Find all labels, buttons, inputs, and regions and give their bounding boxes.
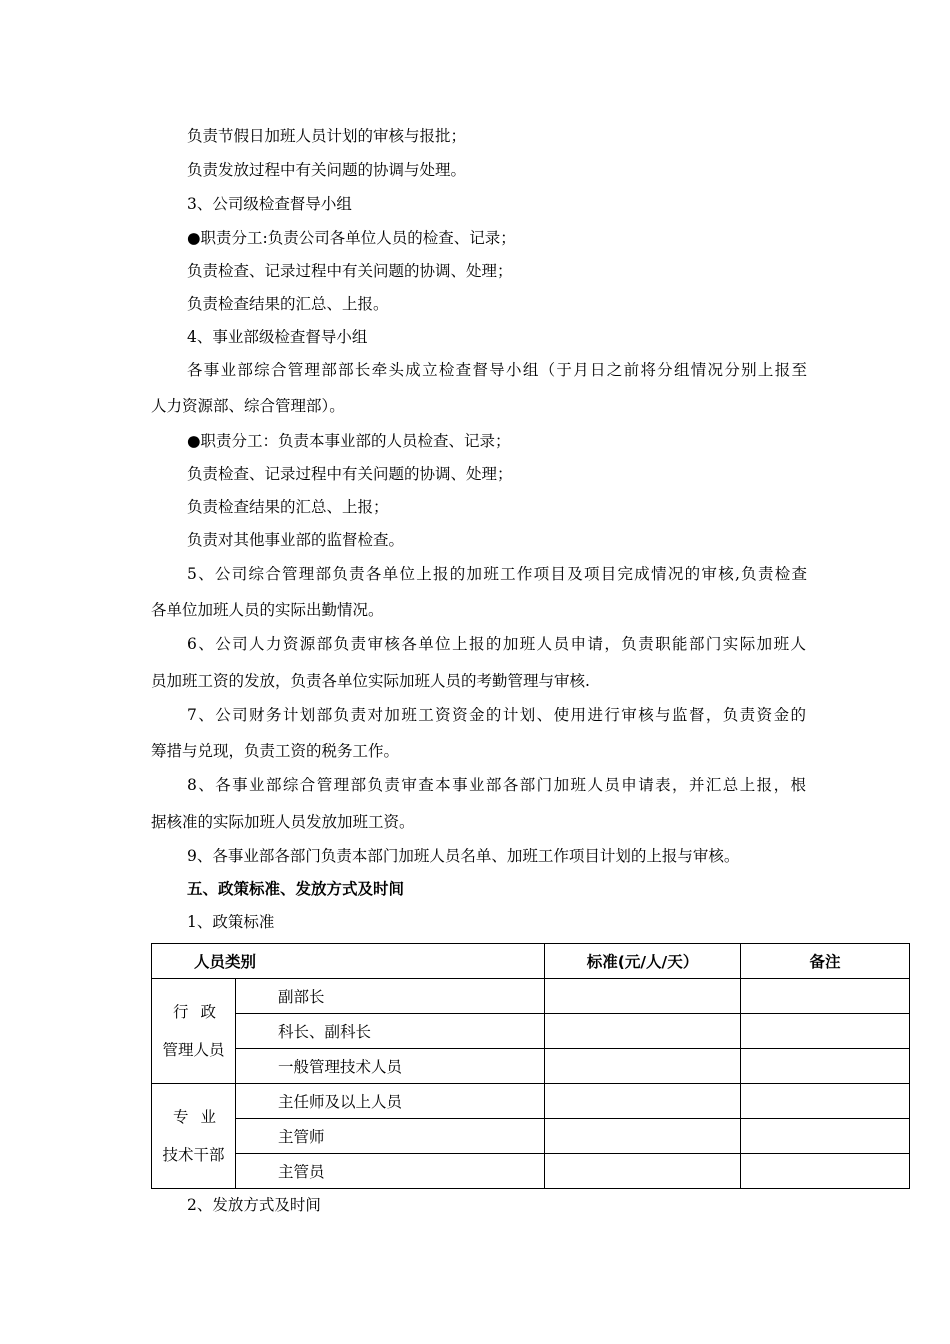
paragraph: 负责发放过程中有关问题的协调与处理。: [187, 161, 467, 179]
header-standard: 标准(元/人/天）: [545, 944, 741, 979]
table-row: [152, 1014, 910, 1049]
paragraph: 员加班工资的发放，负责各单位实际加班人员的考勤管理与审核.: [151, 672, 590, 690]
group-label-admin: 行政 管理人员: [152, 979, 236, 1084]
remarks-cell: [741, 1014, 910, 1049]
paragraph: 负责对其他事业部的监督检查。: [187, 531, 405, 549]
remarks-cell: [741, 1049, 910, 1084]
paragraph: 5、公司综合管理部负责各单位上报的加班工作项目及项目完成情况的审核,负责检查: [187, 565, 807, 583]
row-label: 一般管理技术人员: [236, 1049, 545, 1084]
remarks-cell: [741, 1084, 910, 1119]
subheading: 1、政策标准: [187, 913, 275, 931]
row-label: 主管员: [236, 1154, 545, 1189]
table-row: [152, 979, 910, 1014]
item-heading: 4、事业部级检查督导小组: [187, 328, 368, 346]
standard-cell: [545, 1119, 741, 1154]
paragraph: ●职责分工：负责本事业部的人员检查、记录；: [187, 432, 511, 450]
table-row: [152, 1154, 910, 1189]
row-label: 科长、副科长: [236, 1014, 545, 1049]
table-row: [152, 1119, 910, 1154]
paragraph: 筹措与兑现，负责工资的税务工作。: [151, 742, 400, 760]
paragraph: 负责检查结果的汇总、上报。: [187, 295, 389, 313]
paragraph: 各事业部综合管理部部长牵头成立检查督导小组（于月日之前将分组情况分别上报至: [187, 361, 807, 379]
remarks-cell: [741, 1154, 910, 1189]
paragraph: ●职责分工:负责公司各单位人员的检查、记录；: [187, 229, 516, 247]
row-label: 主任师及以上人员: [236, 1084, 545, 1119]
standard-cell: [545, 1154, 741, 1189]
table-row: [152, 1084, 910, 1119]
standard-cell: [545, 979, 741, 1014]
standard-cell: [545, 1084, 741, 1119]
standard-cell: [545, 1049, 741, 1084]
group-label-technical: 专业 技术干部: [152, 1084, 236, 1189]
paragraph: 据核准的实际加班人员发放加班工资。: [151, 813, 415, 831]
paragraph: 负责检查结果的汇总、上报；: [187, 498, 389, 516]
table-row: [152, 1049, 910, 1084]
paragraph: 6、公司人力资源部负责审核各单位上报的加班人员申请，负责职能部门实际加班人: [187, 635, 806, 653]
header-remarks: 备注: [741, 944, 910, 979]
paragraph: 负责检查、记录过程中有关问题的协调、处理；: [187, 262, 513, 280]
standard-cell: [545, 1014, 741, 1049]
table-header-row: [152, 944, 910, 979]
row-label: 副部长: [236, 979, 545, 1014]
row-label: 主管师: [236, 1119, 545, 1154]
policy-standard-table: [151, 943, 910, 1189]
paragraph: 8、各事业部综合管理部负责审查本事业部各部门加班人员申请表，并汇总上报，根: [187, 776, 806, 794]
paragraph: 人力资源部、综合管理部）。: [151, 397, 345, 415]
header-category: 人员类别: [152, 944, 545, 979]
paragraph: 负责检查、记录过程中有关问题的协调、处理；: [187, 465, 513, 483]
subheading: 2、发放方式及时间: [187, 1196, 321, 1214]
item-heading: 3、公司级检查督导小组: [187, 195, 352, 213]
paragraph: 7、公司财务计划部负责对加班工资资金的计划、使用进行审核与监督，负责资金的: [187, 706, 806, 724]
remarks-cell: [741, 1119, 910, 1154]
remarks-cell: [741, 979, 910, 1014]
section-heading: 五、政策标准、发放方式及时间: [187, 880, 405, 898]
paragraph: 各单位加班人员的实际出勤情况。: [151, 601, 384, 619]
paragraph: 9、各事业部各部门负责本部门加班人员名单、加班工作项目计划的上报与审核。: [187, 847, 740, 865]
paragraph: 负责节假日加班人员计划的审核与报批；: [187, 127, 467, 145]
